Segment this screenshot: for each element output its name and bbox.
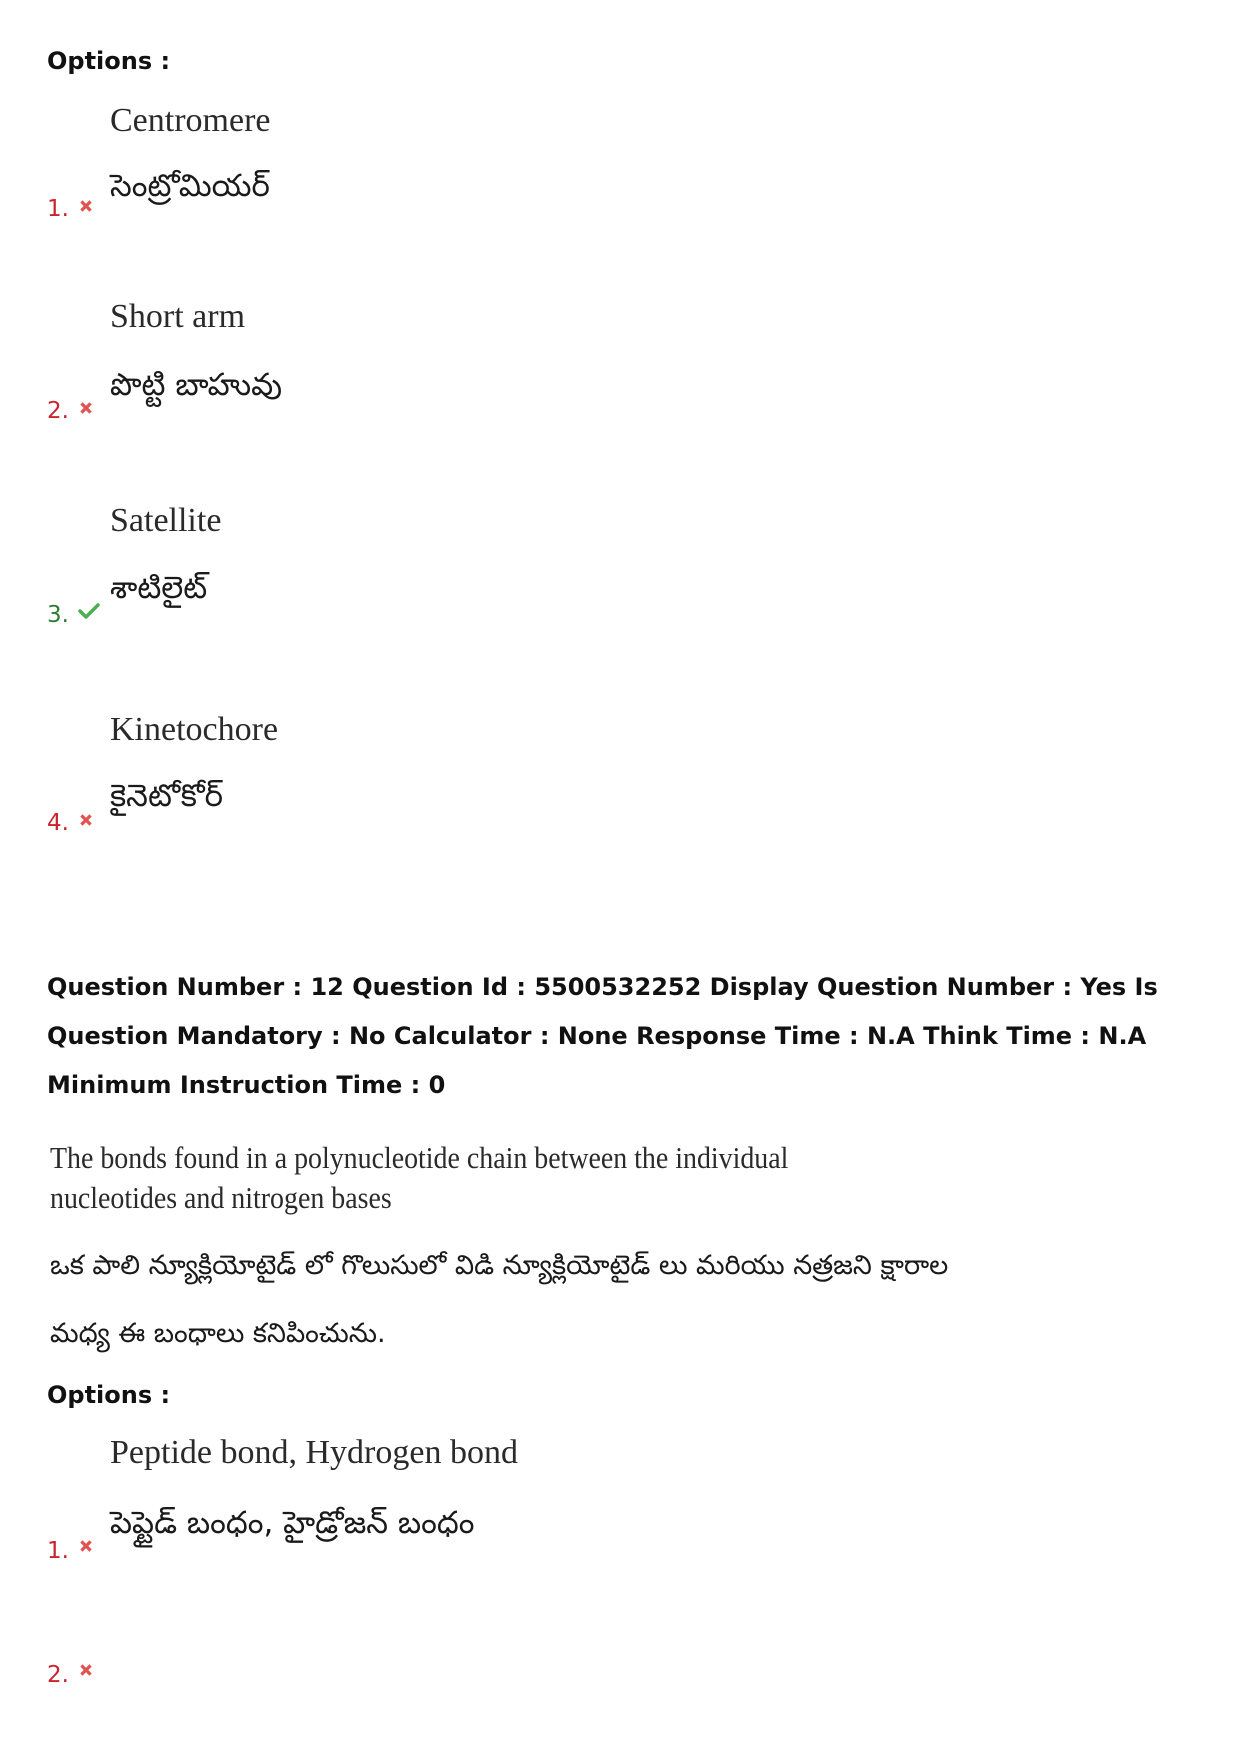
cross-icon <box>78 1662 94 1678</box>
option-1-english: Centromere <box>110 102 271 139</box>
option-1-number: 1. <box>47 196 69 222</box>
option-4-number: 4. <box>47 810 69 836</box>
question-text-telugu-line-1: ఒక పాలి న్యూక్లియోటైడ్ లో గొలుసులో విడి న్యూక్లియోటైడ్ లు మరియు నత్రజని క్షారాల <box>50 1250 949 1281</box>
q12-option-1-number: 1. <box>47 1538 69 1564</box>
option-3-english: Satellite <box>110 502 222 539</box>
option-4-english: Kinetochore <box>110 711 279 748</box>
option-1-telugu: సెంట్రోమియర్ <box>110 168 270 204</box>
cross-icon <box>78 1538 94 1554</box>
question-text-english: The bonds found in a polynucleotide chain between the individual nucleotides and nitrogen bases <box>50 1140 789 1215</box>
option-4-telugu: కైనెటోకోర్ <box>110 778 224 814</box>
cross-icon <box>78 812 94 828</box>
cross-icon <box>78 198 94 214</box>
option-2-telugu: పొట్టి బాహువు <box>110 367 283 403</box>
q12-option-1-telugu: పెప్టైడ్ బంధం, హైడ్రోజన్ బంధం <box>110 1505 475 1541</box>
q12-option-2-number: 2. <box>47 1662 69 1688</box>
options-heading: Options : <box>47 1381 171 1409</box>
cross-icon <box>78 400 94 416</box>
option-3-number: 3. <box>47 602 69 628</box>
question-text-telugu-line-2: మధ్య ఈ బంధాలు కనిపించును. <box>50 1318 386 1349</box>
option-2-number: 2. <box>47 398 69 424</box>
check-icon <box>78 602 100 620</box>
q12-option-1-english: Peptide bond, Hydrogen bond <box>110 1434 518 1471</box>
option-3-telugu: శాటిలైట్ <box>110 570 208 606</box>
option-2-english: Short arm <box>110 298 246 335</box>
question-meta: Question Number : 12 Question Id : 5500532252 Display Question Number : Yes Is Question Mandatory : No Calculator : None Response Time : N.A Think Time : N.A Minimum Instruction Time : 0 <box>47 973 1158 1099</box>
options-heading: Options : <box>47 47 171 75</box>
